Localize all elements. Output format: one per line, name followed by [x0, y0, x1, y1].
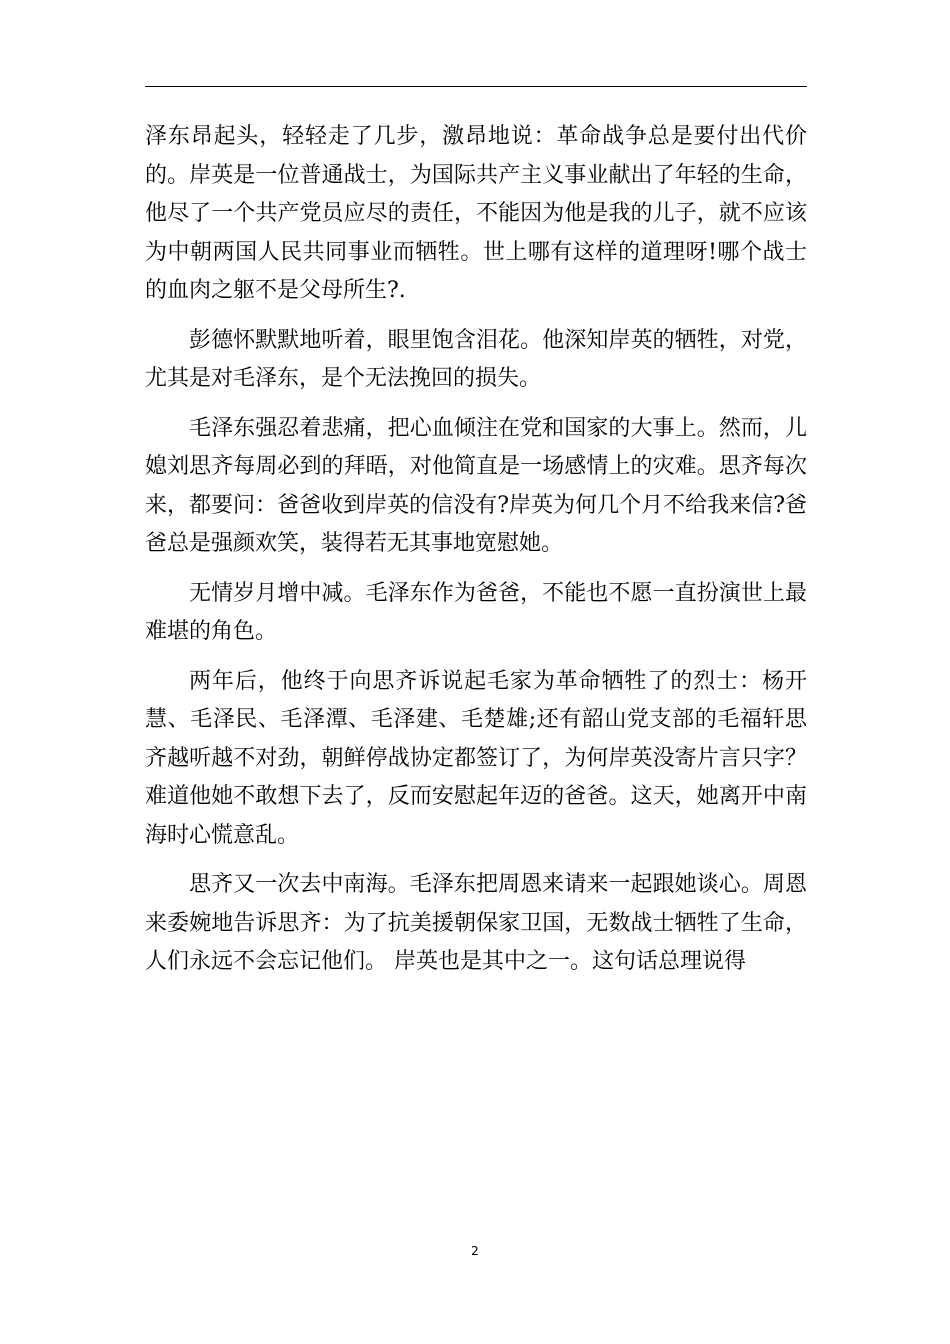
paragraph: 两年后，他终于向思齐诉说起毛家为革命牺牲了的烈士：杨开慧、毛泽民、毛泽潭、毛泽建、毛楚雄;还有韶山党支部的毛福轩思齐越听越不对劲，朝鲜停战协定都签订了，为何岸英没寄片言只字？难道他她不敢想下去了，反而安慰起年迈的爸爸。这天，她离开中南海时心慌意乱。: [145, 668, 807, 848]
paragraph: 无情岁月增中减。毛泽东作为爸爸，不能也不愿一直扮演世上最难堪的角色。: [145, 580, 807, 644]
paragraph: 思齐又一次去中南海。毛泽东把周恩来请来一起跟她谈心。周恩来委婉地告诉思齐：为了抗美援朝保家卫国，无数战士牺牲了生命，人们永远不会忘记他们。 岸英也是其中之一。这句话总理说得: [145, 872, 807, 974]
paragraph: 毛泽东强忍着悲痛，把心血倾注在党和国家的大事上。然而，儿媳刘思齐每周必到的拜晤，对他简直是一场感情上的灾难。思齐每次来，都要问：爸爸收到岸英的信没有?岸英为何几个月不给我来信?爸爸总是强颜欢笑，装得若无其事地宽慰她。: [145, 415, 807, 556]
paragraph: 彭德怀默默地听着，眼里饱含泪花。他深知岸英的牺牲，对党，尤其是对毛泽东，是个无法挽回的损失。: [145, 327, 807, 391]
page-number: 2: [471, 1244, 479, 1258]
paragraph: 泽东昂起头，轻轻走了几步，激昂地说：革命战争总是要付出代价的。岸英是一位普通战士，为国际共产主义事业献出了年轻的生命，他尽了一个共产党员应尽的责任，不能因为他是我的儿子，就不应该为中朝两国人民共同事业而牺牲。世上哪有这样的道理呀!哪个战士的血肉之躯不是父母所生?.: [145, 124, 807, 303]
header-rule: [145, 86, 807, 87]
document-body: [145, 118, 807, 993]
